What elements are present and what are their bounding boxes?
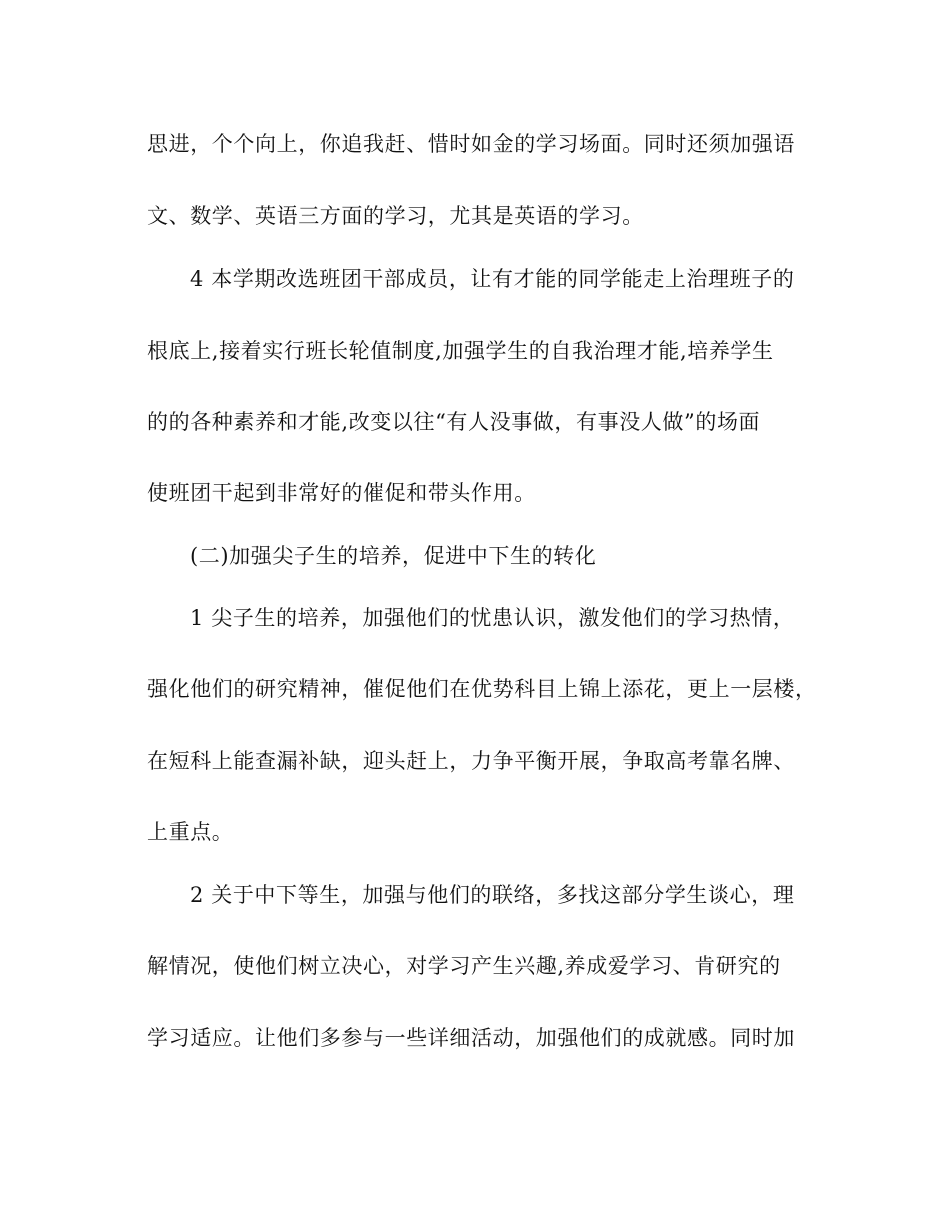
text-line: 思进，个个向上，你追我赶、惜时如金的学习场面。同时还须加强语 (147, 132, 795, 156)
text-line: 解情况，使他们树立决心，对学习产生兴趣,养成爱学习、肯研究的 (147, 954, 781, 978)
text-line: 文、数学、英语三方面的学习，尤其是英语的学习。 (147, 204, 644, 228)
text-line: 在短科上能查漏补缺，迎头赶上，力争平衡开展，争取高考靠名牌、 (147, 749, 795, 773)
paragraph-start-line: 4 本学期改选班团干部成员，让有才能的同学能走上治理班子的 (190, 267, 795, 291)
paragraph-start-line: 2 关于中下等生，加强与他们的联络，多找这部分学生谈心，理 (190, 883, 795, 907)
text-line: 根底上,接着实行班长轮值制度,加强学生的自我治理才能,培养学生 (147, 339, 774, 363)
paragraph-start-line: 1 尖子生的培养，加强他们的忧患认识，激发他们的学习热情， (190, 606, 795, 630)
text-line: 强化他们的研究精神，催促他们在优势科目上锦上添花，更上一层楼， (147, 677, 817, 701)
text-line: 上重点。 (147, 820, 234, 844)
text-line: 的的各种素养和才能,改变以往“有人没事做，有事没人做”的场面 (147, 410, 761, 434)
text-line: 使班团干起到非常好的催促和带头作用。 (147, 481, 536, 505)
section-heading: (二)加强尖子生的培养，促进中下生的转化 (190, 544, 597, 568)
text-line: 学习适应。让他们多参与一些详细活动，加强他们的成就感。同时加 (147, 1026, 795, 1050)
